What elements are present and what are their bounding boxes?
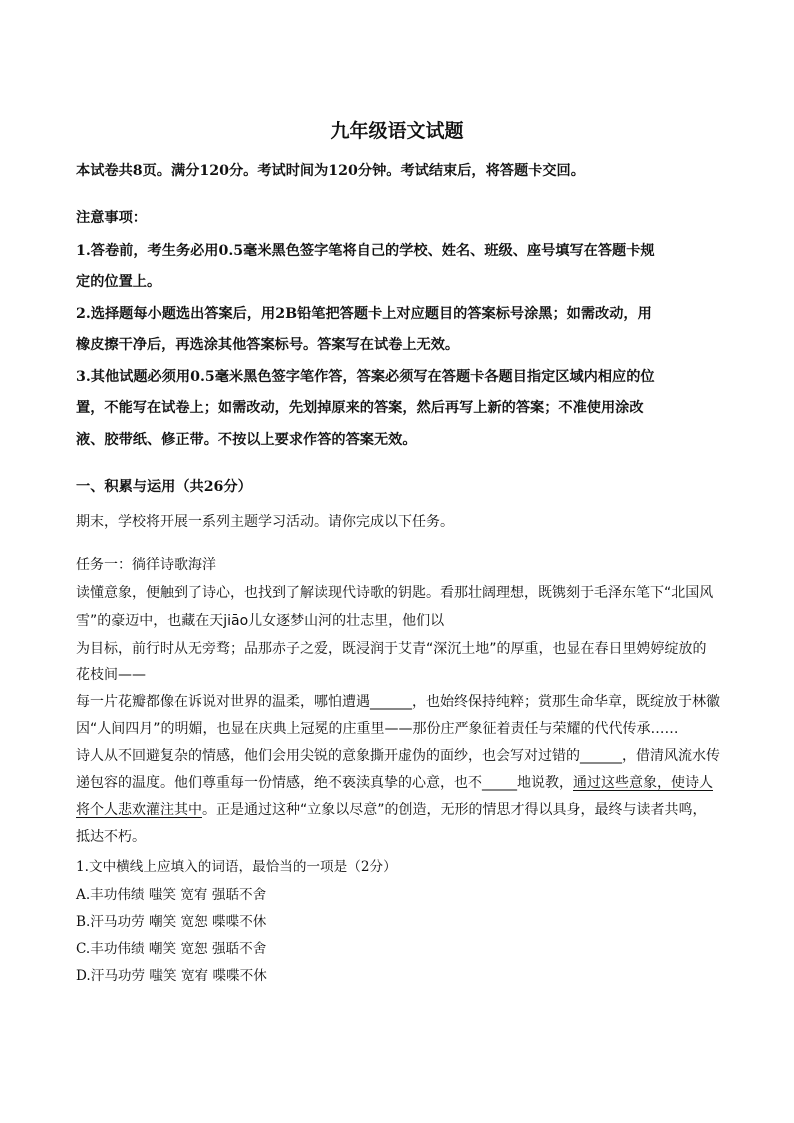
exam-intro: 本试卷共8页。满分120分。考试时间为120分钟。考试结束后，将答题卡交回。: [76, 163, 585, 179]
fill-blank: ______: [370, 694, 412, 710]
notice-line: 2.选择题每小题选出答案后，用2B铅笔把答题卡上对应题目的答案标号涂黑；如需改动，用: [76, 306, 652, 322]
passage-text: 。正是通过这种“立象以尽意”的创造，无形的情思才得以具身，最终与读者共鸣，: [202, 802, 707, 818]
passage-line: 抵达不朽。: [76, 829, 146, 845]
passage-line: [76, 691, 720, 711]
fill-blank: _____: [482, 775, 517, 791]
notice-heading: 注意事项：: [76, 210, 147, 226]
passage-text: ，借清风流水传: [622, 748, 720, 764]
passage-line: 为目标，前行时从无旁骛；品那赤子之爱，既浸润于艾青“深沉土地”的厚重，也显在春日里娉婷绽放的: [76, 641, 707, 657]
passage-line: 因“人间四月”的明媚，也显在庆典上冠冕的庄重里——那份庄严象征着责任与荣耀的代代传承……: [76, 721, 679, 737]
page-title: 九年级语文试题: [330, 120, 464, 142]
passage-text: ，也始终保持纯粹；赏那生命华章，既绽放于林徽: [412, 694, 720, 710]
passage-line: [76, 799, 707, 819]
passage-text: 每一片花瓣都像在诉说对世界的温柔，哪怕遭遇: [76, 694, 370, 710]
underlined-sentence: 通过这些意象，使诗人: [573, 775, 713, 791]
choice-option: A.丰功伟绩 嗤笑 宽宥 强聒不舍: [76, 887, 267, 903]
choice-option: C.丰功伟绩 嘲笑 宽恕 强聒不舍: [76, 941, 267, 957]
notice-line: 1.答卷前，考生务必用0.5毫米黑色签字笔将自己的学校、姓名、班级、座号填写在答题卡规: [76, 243, 655, 259]
passage-text: 递包容的温度。他们尊重每一份情感，绝不亵渎真挚的心意，也不: [76, 775, 482, 791]
fill-blank: ______: [580, 748, 622, 764]
question-stem: 1.文中横线上应填入的词语，最恰当的一项是（2分）: [76, 859, 397, 875]
underlined-sentence: 将个人悲欢灌注其中: [76, 802, 202, 818]
task-intro: 期末，学校将开展一系列主题学习活动。请你完成以下任务。: [76, 514, 454, 530]
choice-option: B.汗马功劳 嘲笑 宽恕 喋喋不休: [76, 914, 267, 930]
notice-line: 液、胶带纸、修正带。不按以上要求作答的答案无效。: [76, 432, 417, 448]
passage-text: 地说教，: [517, 775, 573, 791]
passage-line: 花枝间——: [76, 667, 146, 683]
passage-line: [76, 745, 720, 765]
task-title: 任务一：徜徉诗歌海洋: [76, 557, 216, 573]
choice-option: D.汗马功劳 嗤笑 宽宥 喋喋不休: [76, 968, 267, 984]
section-heading: 一、积累与运用（共26分）: [76, 479, 252, 495]
notice-line: 3.其他试题必须用0.5毫米黑色签字笔作答，答案必须写在答题卡各题目指定区域内相应的位: [76, 369, 655, 385]
notice-line: 橡皮擦干净后，再选涂其他答案标号。答案写在试卷上无效。: [76, 337, 460, 353]
notice-line: 置，不能写在试卷上；如需改动，先划掉原来的答案，然后再写上新的答案；不准使用涂改: [76, 400, 644, 416]
passage-line: 读懂意象，便触到了诗心，也找到了解读现代诗歌的钥匙。看那壮阔理想，既镌刻于毛泽东笔下“北国风: [76, 585, 714, 601]
passage-text: 诗人从不回避复杂的情感，他们会用尖锐的意象撕开虚伪的面纱，也会写对过错的: [76, 748, 580, 764]
passage-line: 雪”的豪迈中，也藏在天jiāo儿女逐梦山河的壮志里，他们以: [76, 613, 445, 629]
passage-line: [76, 772, 713, 792]
notice-line: 定的位置上。: [76, 274, 162, 290]
